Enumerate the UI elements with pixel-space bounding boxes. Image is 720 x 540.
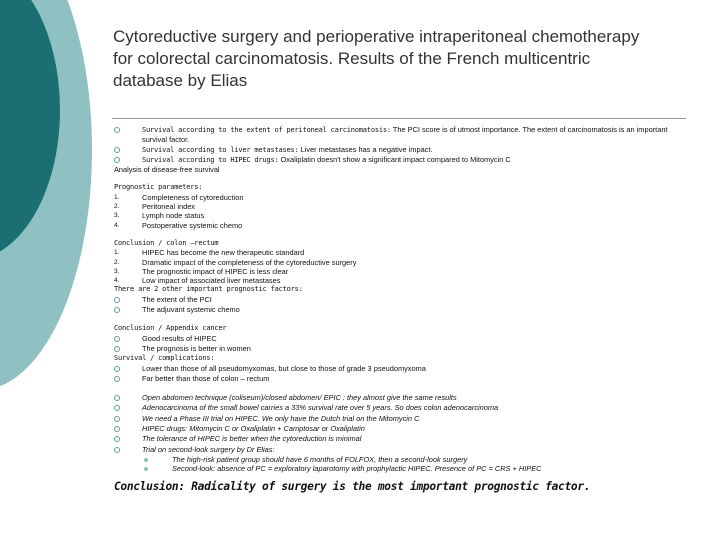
circle-bullet-icon: [114, 416, 120, 422]
title-line: Cytoreductive surgery and perioperative intraperitoneal chemotherapy: [113, 27, 640, 46]
note-text: Adenocarcinoma of the small bowel carries a 33% survival rate over 5 years. So does colon adenocarcinoma: [142, 403, 499, 413]
colon-item: 4. Low impact of associated liver metastases: [114, 276, 281, 286]
title-divider: [112, 118, 686, 119]
colon-factor-text: The adjuvant systemic chemo: [142, 305, 240, 315]
circle-bullet-icon: [114, 405, 120, 411]
title-line: database by Elias: [113, 71, 248, 90]
dot-bullet-icon: [144, 467, 148, 471]
page-title: [113, 26, 693, 92]
title-line: for colorectal carcinomatosis. Results of the French multicentric: [113, 49, 591, 68]
circle-bullet-icon: [114, 395, 120, 401]
circle-bullet-icon: [114, 366, 120, 372]
note-item: [114, 434, 694, 444]
note-item: [114, 424, 694, 434]
note-text: Open abdomen technique (coliseum)/closed abdomen/ EPIC : they almost give the same results: [142, 393, 457, 403]
circle-bullet-icon: [114, 436, 120, 442]
colon-item: 3. The prognostic impact of HIPEC is less clear: [114, 266, 289, 276]
survival-label: Survival according to HIPEC drugs:: [142, 155, 279, 164]
note-sub-item: [114, 464, 694, 473]
circle-bullet-icon: [114, 447, 120, 453]
prognostic-item: 3. Lymph node status: [114, 211, 205, 221]
colon-item: 2. Dramatic impact of the completeness of the cytoreductive surgery: [114, 257, 357, 267]
prognostic-item: 2. Peritoneal index: [114, 202, 196, 212]
slide-content: [114, 125, 694, 474]
note-item: [114, 403, 694, 413]
prognostic-heading: Prognostic parameters:: [114, 183, 203, 192]
appendix-survival-text: Far better than those of colon – rectum: [142, 373, 270, 383]
note-sub-item: [114, 455, 694, 464]
note-item: [114, 393, 694, 403]
prognostic-item: 1. Completeness of cytoreduction: [114, 192, 244, 202]
analysis-line: Analysis of disease-free survival: [114, 165, 220, 175]
circle-bullet-icon: [114, 297, 120, 303]
appendix-item: [114, 344, 694, 354]
appendix-survival-item: [114, 374, 694, 384]
note-item: [114, 414, 694, 424]
circle-bullet-icon: [114, 346, 120, 352]
circle-bullet-icon: [114, 147, 120, 153]
survival-text: Liver metastases has a negative impact.: [298, 144, 433, 154]
survival-text: The PCI score is of utmost importance. The extent of carcinomatosis is an important survival factor.: [142, 125, 668, 145]
circle-bullet-icon: [114, 376, 120, 382]
survival-label: Survival according to liver metastases:: [142, 145, 299, 154]
colon-item-text: The prognostic impact of HIPEC is less clear: [142, 266, 289, 276]
prognostic-item-text: Lymph node status: [142, 211, 205, 221]
colon-factors-heading: There are 2 other important prognostic factors:: [114, 285, 303, 294]
colon-factor-text: The extent of the PCI: [142, 294, 212, 304]
survival-item: [114, 155, 694, 165]
colon-item-text: Dramatic impact of the completeness of the cytoreductive surgery: [142, 257, 357, 267]
survival-label: Survival according to the extent of peritoneal carcinomatosis:: [142, 126, 391, 134]
appendix-survival-text: Lower than those of all pseudomyxomas, but close to those of grade 3 pseudomyxoma: [142, 363, 426, 373]
note-text: HIPEC drugs: Mitomycin C or Oxaliplatin + Camptosar or Oxaliplatin: [142, 424, 365, 434]
note-sub-text: Second-look: absence of PC = exploratory laparotomy with prophylactic HIPEC. Presence of PC = CRS + HIPEC: [172, 464, 542, 474]
appendix-survival-item: [114, 364, 694, 374]
note-text: We need a Phase III trial on HIPEC. We only have the Dutch trial on the Mitomycin C: [142, 413, 420, 423]
survival-text: Oxaliplatin doesn't show a significant impact compared to Mitomycin C: [278, 154, 511, 164]
colon-heading: Conclusion / colon –rectum: [114, 238, 219, 247]
note-text: Trial on second-look surgery by Dr Elias:: [142, 444, 275, 454]
prognostic-item: 4. Postoperative systemic chemo: [114, 220, 243, 230]
appendix-item-text: Good results of HIPEC: [142, 333, 217, 343]
circle-bullet-icon: [114, 127, 120, 133]
appendix-survival-heading: Survival / complications:: [114, 354, 215, 363]
circle-bullet-icon: [114, 157, 120, 163]
colon-factor: [114, 305, 694, 315]
circle-bullet-icon: [114, 336, 120, 342]
colon-item-text: Low impact of associated liver metastases: [142, 276, 281, 286]
note-text: The tolerance of HIPEC is better when the cytoreduction is minimal: [142, 434, 362, 444]
circle-bullet-icon: [114, 426, 120, 432]
survival-item: [114, 145, 694, 155]
note-item: [114, 445, 694, 455]
colon-item: 1. HIPEC has become the new therapeutic standard: [114, 248, 305, 258]
circle-bullet-icon: [114, 307, 120, 313]
decorative-teal-arcs: [0, 0, 112, 540]
colon-item-text: HIPEC has become the new therapeutic standard: [142, 248, 305, 258]
prognostic-item-text: Completeness of cytoreduction: [142, 192, 244, 202]
survival-item: [114, 125, 694, 145]
appendix-item: [114, 334, 694, 344]
prognostic-item-text: Postoperative systemic chemo: [142, 220, 243, 230]
appendix-heading: Conclusion / Appendix cancer: [114, 324, 227, 333]
prognostic-item-text: Peritoneal index: [142, 202, 196, 212]
appendix-item-text: The prognosis is better in women: [142, 343, 251, 353]
final-conclusion: Conclusion: Radicality of surgery is the most important prognostic factor.: [114, 480, 591, 493]
colon-factor: [114, 295, 694, 305]
dot-bullet-icon: [144, 458, 148, 462]
note-sub-text: The high-risk patient group should have 6 months of FOLFOX, then a second-look surgery: [172, 454, 468, 464]
